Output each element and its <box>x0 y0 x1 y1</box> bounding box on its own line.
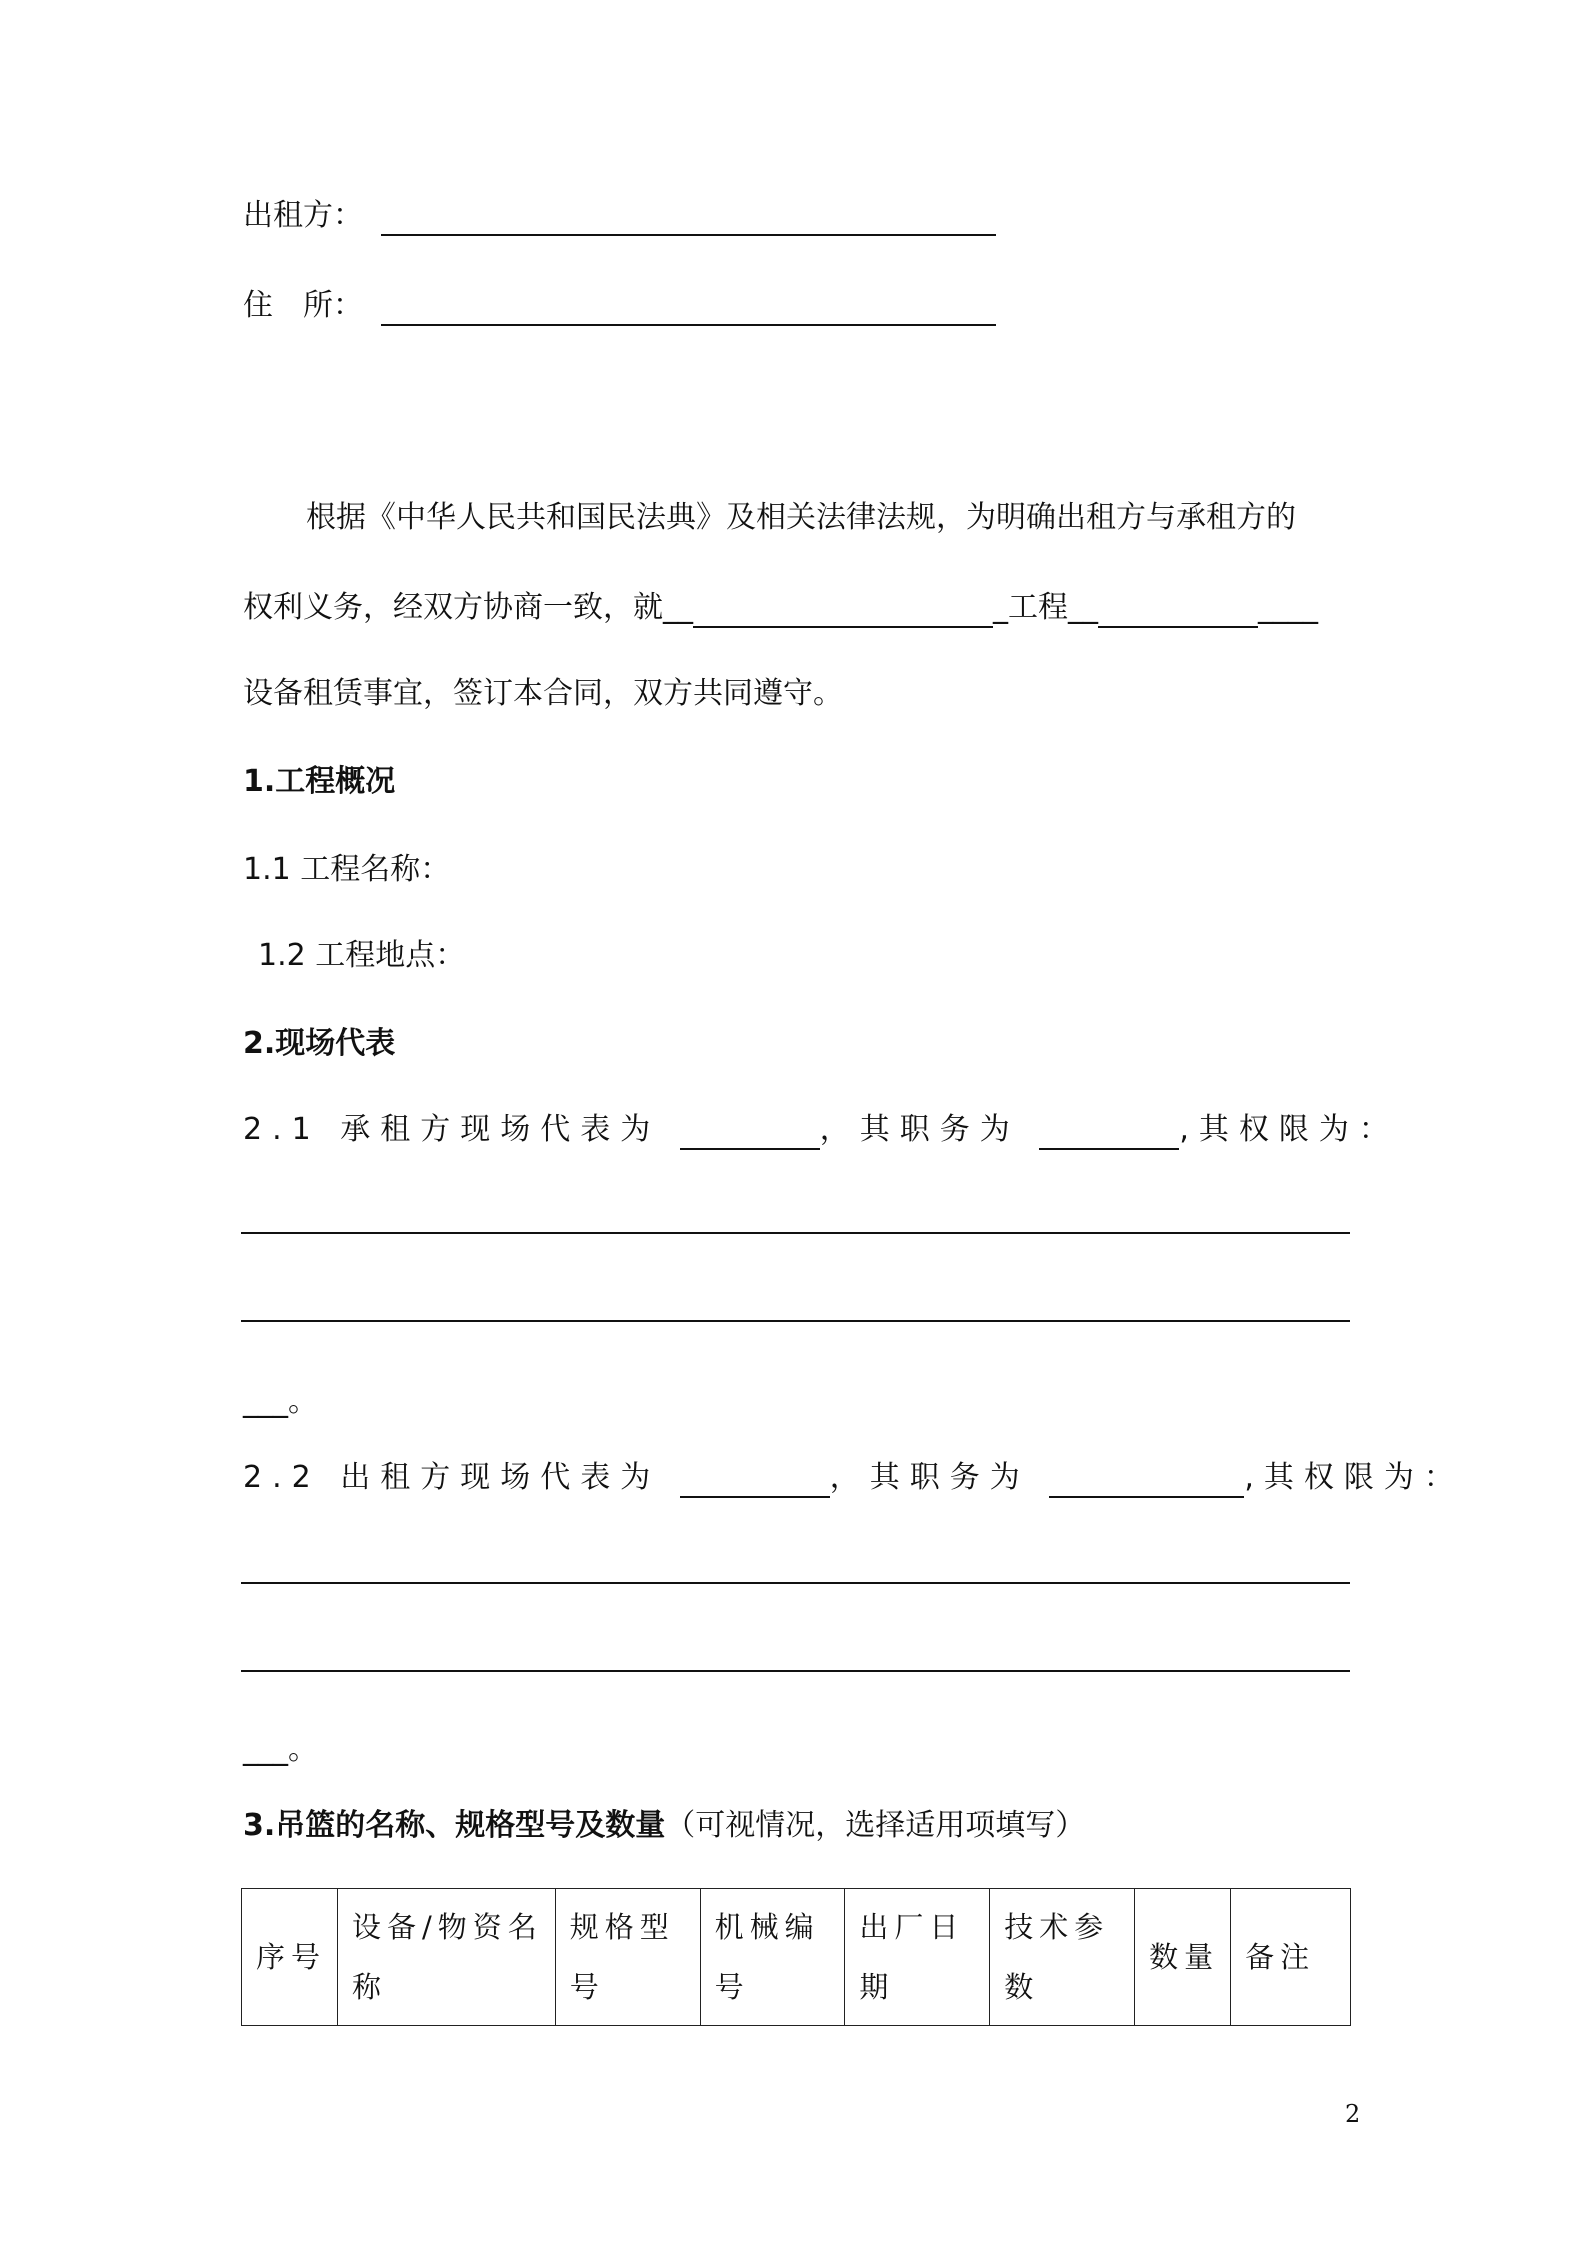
header-cell-remarks: 备注 <box>1231 1889 1351 2026</box>
intro-line-1: 根据《中华人民共和国民法典》及相关法律法规，为明确出租方与承租方的 <box>306 500 1296 535</box>
lessor-rep-post-blank[interactable] <box>1049 1464 1244 1498</box>
page-number: 2 <box>1345 2100 1361 2128</box>
address-label: 住 所： <box>243 288 363 323</box>
lessee-rep-line <box>243 1110 1399 1150</box>
header-cell-machine-number: 机械编号 <box>700 1889 845 2026</box>
lessee-rep-post-text: ，其职务为 <box>819 1112 1020 1147</box>
lessor-authority-line-1[interactable] <box>241 1582 1350 1584</box>
lessor-authority-line-2[interactable] <box>241 1670 1350 1672</box>
section-3-note: （可视情况，选择适用项填写） <box>665 1808 1086 1843</box>
lessor-authority-end: ___。 <box>243 1732 318 1767</box>
section-1-title: 1.工程概况 <box>243 764 396 799</box>
lessor-label: 出租方： <box>243 198 363 233</box>
lessee-rep-name-blank[interactable] <box>680 1116 820 1150</box>
lessee-rep-authority-text: ,其权限为： <box>1179 1112 1399 1147</box>
lessee-authority-line-1[interactable] <box>241 1232 1350 1234</box>
section-3-title-line <box>243 1806 1085 1846</box>
lessee-authority-end: ___。 <box>243 1384 318 1419</box>
project-name-blank[interactable] <box>693 594 993 628</box>
header-cell-equipment-name: 设备/物资名称 <box>337 1889 555 2026</box>
equipment-table <box>241 1888 1351 2026</box>
lessor-input-line[interactable] <box>381 202 996 236</box>
lessor-rep-authority-text: ,其权限为： <box>1244 1460 1464 1495</box>
lessor-rep-name-blank[interactable] <box>680 1464 830 1498</box>
intro-line-2 <box>243 588 1318 628</box>
project-location-item: 1.2 工程地点： <box>258 938 466 973</box>
lessor-rep-line <box>243 1458 1464 1498</box>
header-cell-manufacture-date: 出厂日期 <box>845 1889 990 2026</box>
lessee-rep-text: 2.1 承租方现场代表为 <box>243 1112 661 1147</box>
intro-line-3: 设备租赁事宜，签订本合同，双方共同遵守。 <box>243 676 843 711</box>
lessor-field <box>243 196 996 236</box>
lessee-rep-post-blank[interactable] <box>1039 1116 1179 1150</box>
project-name-item: 1.1 工程名称： <box>243 852 451 887</box>
intro-line-2-c: ____ <box>1258 590 1318 625</box>
address-field <box>243 286 996 326</box>
equipment-blank[interactable] <box>1098 594 1258 628</box>
section-3-title: 3.吊篮的名称、规格型号及数量 <box>243 1808 666 1843</box>
intro-line-2-b: _工程__ <box>993 590 1098 625</box>
lessor-rep-text: 2.2 出租方现场代表为 <box>243 1460 661 1495</box>
lessee-authority-line-2[interactable] <box>241 1320 1350 1322</box>
header-cell-index: 序号 <box>242 1889 338 2026</box>
lessor-rep-post-text: ，其职务为 <box>829 1460 1030 1495</box>
header-cell-tech-params: 技术参数 <box>990 1889 1135 2026</box>
address-input-line[interactable] <box>381 292 996 326</box>
header-cell-quantity: 数量 <box>1135 1889 1231 2026</box>
header-cell-spec-model: 规格型号 <box>555 1889 700 2026</box>
table-header-row <box>242 1889 1351 2026</box>
intro-line-2-a: 权利义务，经双方协商一致，就__ <box>243 590 693 625</box>
section-2-title: 2.现场代表 <box>243 1026 396 1061</box>
